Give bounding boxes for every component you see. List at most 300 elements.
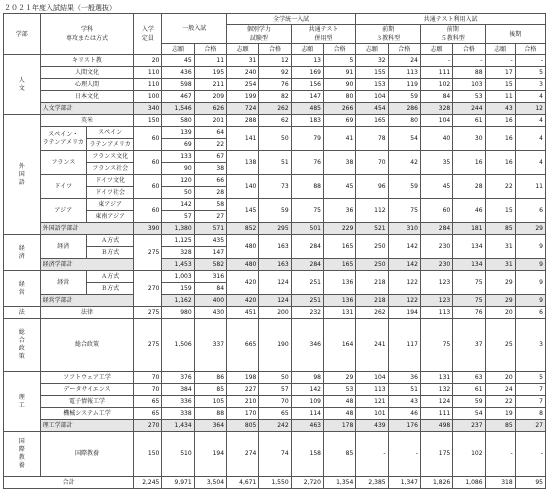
table-cell: 60 (134, 127, 162, 151)
table-cell: 598 (162, 79, 194, 91)
header-faculty: 学部 (4, 14, 41, 55)
table-cell: 43 (388, 396, 420, 408)
table-row (4, 67, 546, 79)
table-cell: 119 (388, 79, 420, 91)
table-cell: 17 (485, 67, 515, 79)
table-cell: 84 (194, 283, 226, 295)
table-cell: 230 (420, 259, 452, 271)
table-cell: 318 (485, 477, 515, 489)
table-cell: 9 (515, 295, 545, 307)
table-cell: 45 (420, 175, 452, 199)
results-table (3, 13, 546, 489)
table-cell: 805 (227, 420, 259, 432)
table-cell: 104 (356, 91, 388, 103)
table-cell: 78 (356, 127, 388, 151)
table-cell: 439 (356, 420, 388, 432)
table-cell: 12 (515, 103, 545, 115)
table-cell: - (420, 55, 452, 67)
table-cell: 123 (420, 271, 452, 295)
table-row (4, 432, 546, 477)
header-passed: 合格 (323, 44, 355, 55)
table-cell: 133 (162, 151, 194, 163)
table-cell: 626 (194, 103, 226, 115)
dept-name: 総合政策 (40, 319, 134, 372)
table-cell: 169 (291, 67, 323, 79)
table-cell: - (485, 432, 515, 477)
table-cell: 57 (162, 211, 194, 223)
faculty-name: 国 際 教 養 (4, 432, 41, 477)
table-cell: 59 (388, 91, 420, 103)
table-cell: 158 (291, 432, 323, 477)
table-cell: 15 (485, 79, 515, 91)
table-cell: 80 (323, 91, 355, 103)
dept-name: 人文学部計 (40, 103, 134, 115)
table-cell: 5 (323, 55, 355, 67)
table-cell: 266 (323, 103, 355, 115)
table-cell: 6 (515, 307, 545, 319)
table-cell: 61 (453, 115, 485, 127)
table-cell: 102 (453, 432, 485, 477)
table-cell: 76 (453, 307, 485, 319)
table-cell: 70 (356, 151, 388, 175)
table-cell: - (356, 432, 388, 477)
table-cell: 112 (356, 199, 388, 223)
table-cell: 19 (485, 408, 515, 420)
table-cell: 136 (323, 271, 355, 295)
table-cell: 1,003 (162, 271, 194, 283)
table-cell: 435 (194, 235, 226, 247)
table-row (4, 127, 546, 139)
table-cell: 286 (388, 103, 420, 115)
table-cell: 288 (227, 115, 259, 127)
dept-name: 機械システム工学 (40, 408, 134, 420)
table-cell: 328 (420, 103, 452, 115)
table-cell: 250 (356, 259, 388, 271)
table-cell: 22 (485, 175, 515, 199)
table-cell: 521 (356, 223, 388, 235)
table-cell: 85 (194, 384, 226, 396)
table-cell: 852 (227, 223, 259, 235)
header-applicants: 志願 (420, 44, 452, 55)
table-cell: 51 (259, 151, 291, 175)
faculty-name: 外 国 語 (4, 115, 41, 235)
table-cell: 105 (194, 396, 226, 408)
table-cell: 376 (162, 372, 194, 384)
table-cell: 340 (134, 103, 162, 115)
table-cell: 59 (453, 396, 485, 408)
table-cell: 114 (291, 408, 323, 420)
table-cell: 132 (420, 384, 452, 396)
major-name: ラテンアメリカ (86, 139, 133, 151)
table-cell: 63 (453, 372, 485, 384)
table-cell: 60 (420, 199, 452, 223)
table-cell: 31 (485, 259, 515, 271)
table-cell: 498 (420, 420, 452, 432)
table-cell: 136 (323, 295, 355, 307)
table-row (4, 91, 546, 103)
table-cell: 12 (259, 55, 291, 67)
table-cell: 73 (259, 175, 291, 199)
table-cell: 16 (453, 151, 485, 175)
table-cell: 123 (420, 295, 452, 307)
table-cell: 134 (453, 235, 485, 259)
table-cell: 580 (162, 115, 194, 127)
faculty-name: 人 文 (4, 55, 41, 115)
dept-name: データサイエンス (40, 384, 134, 396)
table-cell: 240 (227, 67, 259, 79)
table-cell: 24 (485, 384, 515, 396)
table-cell: 485 (291, 103, 323, 115)
table-cell: 328 (162, 247, 194, 259)
major-name: 東南アジア (86, 211, 133, 223)
table-cell: 190 (259, 319, 291, 372)
table-cell: - (515, 55, 545, 67)
table-cell: 5 (515, 372, 545, 384)
table-cell: 337 (194, 319, 226, 372)
table-cell: 175 (420, 432, 452, 477)
faculty-name: 総 合 政 策 (4, 319, 41, 372)
table-cell: 430 (194, 307, 226, 319)
table-cell: 88 (194, 408, 226, 420)
table-cell: 16 (485, 115, 515, 127)
table-row (4, 384, 546, 396)
table-cell: 74 (259, 432, 291, 477)
table-row (4, 295, 546, 307)
table-cell: 84 (420, 91, 452, 103)
major-name: Ａ方式 (86, 271, 133, 283)
major-name: フランス文化 (86, 151, 133, 163)
table-cell: 53 (453, 91, 485, 103)
table-row (4, 103, 546, 115)
table-cell: 31 (485, 235, 515, 259)
table-cell: 113 (420, 307, 452, 319)
table-cell: 38 (194, 163, 226, 175)
table-cell: 2,720 (291, 477, 323, 489)
table-cell: 110 (134, 79, 162, 91)
table-cell: 64 (194, 127, 226, 139)
table-cell: 150 (134, 115, 162, 127)
table-cell: 1,380 (162, 223, 194, 235)
table-cell: 1,434 (162, 420, 194, 432)
table-cell: 201 (194, 115, 226, 127)
table-cell: 98 (291, 372, 323, 384)
table-cell: 122 (388, 295, 420, 307)
header-kobetsu: 個別学力 試験型 (227, 25, 292, 44)
table-cell: 7 (515, 396, 545, 408)
table-cell: 58 (194, 199, 226, 211)
table-cell: 142 (388, 235, 420, 259)
table-cell: 163 (259, 235, 291, 259)
faculty-name: 理 工 (4, 372, 41, 432)
table-cell: 65 (259, 408, 291, 420)
table-cell: - (388, 432, 420, 477)
table-cell: 46 (388, 408, 420, 420)
table-cell: 164 (323, 319, 355, 372)
table-cell: 980 (162, 307, 194, 319)
table-cell: 451 (227, 307, 259, 319)
table-cell: 181 (453, 223, 485, 235)
table-cell: 50 (162, 187, 194, 199)
table-cell: 275 (134, 307, 162, 319)
dept-name: 心理人間 (40, 79, 134, 91)
table-cell: 571 (194, 223, 226, 235)
table-cell: 124 (259, 295, 291, 307)
table-cell: 75 (453, 271, 485, 295)
table-cell: 60 (134, 199, 162, 223)
table-cell: 338 (162, 408, 194, 420)
table-cell: 156 (291, 79, 323, 91)
dept-name: 国際教養 (40, 432, 134, 477)
table-cell: 113 (356, 384, 388, 396)
table-cell: 232 (291, 307, 323, 319)
table-cell: 147 (291, 91, 323, 103)
table-cell: 138 (227, 151, 259, 175)
table-cell: 274 (227, 432, 259, 477)
table-cell: 295 (259, 223, 291, 235)
table-cell: 275 (134, 235, 162, 271)
table-cell: 28 (194, 187, 226, 199)
table-cell: 75 (453, 295, 485, 307)
table-cell: 122 (388, 271, 420, 295)
table-cell: 104 (420, 115, 452, 127)
table-cell: 67 (194, 151, 226, 163)
table-cell: 104 (356, 372, 388, 384)
table-cell: 59 (259, 199, 291, 223)
table-cell: 2,385 (356, 477, 388, 489)
dept-group: 経営 (40, 271, 86, 295)
table-cell: 48 (323, 396, 355, 408)
table-cell: 25 (485, 319, 515, 372)
dept-name: ソフトウェア工学 (40, 372, 134, 384)
table-cell: 284 (291, 235, 323, 259)
table-cell: 88 (453, 67, 485, 79)
table-cell: 384 (162, 384, 194, 396)
table-cell: 463 (291, 420, 323, 432)
header-ippan: 一般入試 (162, 14, 227, 44)
dept-name: 外国語学部計 (40, 223, 134, 235)
table-cell: 75 (388, 199, 420, 223)
table-cell: 88 (291, 175, 323, 199)
table-cell: 1,354 (323, 477, 355, 489)
table-cell: 1,550 (259, 477, 291, 489)
table-cell: 275 (134, 319, 162, 372)
header-kyotsu_heiyo: 共通テスト 併用型 (291, 25, 356, 44)
table-cell: 54 (453, 408, 485, 420)
dept-name: 電子情報工学 (40, 396, 134, 408)
header-passed: 合格 (388, 44, 420, 55)
table-cell: 120 (162, 175, 194, 187)
table-cell: 79 (291, 127, 323, 151)
table-cell: 241 (356, 319, 388, 372)
table-cell: - (453, 55, 485, 67)
table-cell: 270 (134, 420, 162, 432)
table-cell: 510 (162, 432, 194, 477)
table-cell: 582 (194, 259, 226, 271)
table-cell: 111 (420, 67, 452, 79)
table-cell: 70 (259, 396, 291, 408)
table-cell: 242 (259, 420, 291, 432)
table-cell: 109 (291, 396, 323, 408)
table-cell: 141 (227, 127, 259, 151)
table-cell: 16 (485, 127, 515, 151)
table-cell: 65 (134, 408, 162, 420)
table-cell: 57 (259, 384, 291, 396)
table-cell: 36 (323, 199, 355, 223)
table-cell: 46 (453, 199, 485, 223)
table-cell: 66 (194, 175, 226, 187)
table-cell: 36 (388, 372, 420, 384)
major-name: 東アジア (86, 199, 133, 211)
table-cell: 1,162 (162, 295, 194, 307)
table-cell: 65 (134, 396, 162, 408)
table-cell: 1,826 (420, 477, 452, 489)
table-cell: 60 (134, 151, 162, 175)
table-cell: 390 (134, 223, 162, 235)
table-cell: 210 (227, 396, 259, 408)
dept-name: 経営学部計 (40, 295, 134, 307)
table-cell: 134 (453, 259, 485, 271)
table-cell: 270 (134, 271, 162, 307)
table-cell: 96 (356, 175, 388, 199)
table-cell: 194 (388, 307, 420, 319)
table-row (4, 175, 546, 187)
table-cell: 37 (453, 319, 485, 372)
table-cell: 29 (515, 223, 545, 235)
table-cell: 237 (453, 420, 485, 432)
table-cell: 1,125 (162, 235, 194, 247)
table-cell: 251 (291, 295, 323, 307)
header-passed: 合格 (453, 44, 485, 55)
table-cell: 11 (515, 175, 545, 199)
table-cell: 3 (515, 319, 545, 372)
table-cell: 27 (194, 211, 226, 223)
major-name: Ａ方式 (86, 235, 133, 247)
table-row (4, 408, 546, 420)
table-cell: 61 (453, 384, 485, 396)
table-cell: 7 (515, 384, 545, 396)
table-cell: 20 (134, 55, 162, 67)
table-cell: 4,671 (227, 477, 259, 489)
total-label: 合計 (4, 477, 134, 489)
header-passed: 合格 (515, 44, 545, 55)
table-cell: 467 (162, 91, 194, 103)
table-cell: 124 (420, 396, 452, 408)
table-cell: 724 (227, 103, 259, 115)
dept-name: 英米 (40, 115, 134, 127)
table-cell: 1,546 (162, 103, 194, 115)
table-cell: 50 (259, 127, 291, 151)
major-name: Ｂ方式 (86, 283, 133, 295)
dept-group: アジア (40, 199, 86, 223)
table-cell: 227 (227, 384, 259, 396)
header-passed: 合格 (259, 44, 291, 55)
table-cell: 20 (485, 372, 515, 384)
dept-group: フランス (40, 151, 86, 175)
table-cell: 60 (134, 175, 162, 199)
table-cell: 218 (356, 271, 388, 295)
table-cell: 90 (162, 163, 194, 175)
table-cell: 48 (323, 408, 355, 420)
table-cell: 4 (515, 91, 545, 103)
table-cell: 110 (134, 67, 162, 79)
table-cell: 142 (291, 384, 323, 396)
table-cell: 27 (515, 420, 545, 432)
table-cell: 29 (323, 372, 355, 384)
table-cell: 178 (323, 420, 355, 432)
table-cell: 218 (356, 295, 388, 307)
table-row (4, 79, 546, 91)
table-cell: 70 (134, 372, 162, 384)
table-cell: 316 (194, 271, 226, 283)
table-cell: 142 (162, 199, 194, 211)
table-cell: 82 (259, 91, 291, 103)
table-row (4, 223, 546, 235)
table-cell: - (515, 432, 545, 477)
table-cell: 32 (356, 55, 388, 67)
dept-name: 日本文化 (40, 91, 134, 103)
table-cell: 121 (356, 396, 388, 408)
table-cell: 6 (515, 199, 545, 223)
table-cell: 284 (291, 259, 323, 271)
table-cell: 30 (453, 127, 485, 151)
table-cell: 1,347 (388, 477, 420, 489)
table-row (4, 259, 546, 271)
table-cell: 90 (323, 79, 355, 91)
table-cell: 159 (162, 283, 194, 295)
header-passed: 合格 (194, 44, 226, 55)
table-cell: 111 (420, 408, 452, 420)
table-cell: 400 (194, 295, 226, 307)
table-row (4, 307, 546, 319)
table-row (4, 420, 546, 432)
table-cell: 45 (323, 175, 355, 199)
table-cell: 200 (259, 307, 291, 319)
table-cell: 262 (356, 307, 388, 319)
table-cell: 3 (515, 79, 545, 91)
table-cell: 16 (485, 151, 515, 175)
table-cell: 15 (485, 199, 515, 223)
dept-group: ドイツ (40, 175, 86, 199)
table-cell: 145 (227, 199, 259, 223)
table-cell: 155 (356, 67, 388, 79)
table-cell: 4 (515, 127, 545, 151)
header-kyotsu-riyo: 共通テスト利用入試 (356, 14, 546, 25)
dept-group: スペイン・ ラテンアメリカ (40, 127, 86, 151)
table-cell: 42 (388, 151, 420, 175)
table-cell: 9 (515, 259, 545, 271)
table-cell: 95 (515, 477, 545, 489)
table-row (4, 115, 546, 127)
table-cell: 454 (356, 103, 388, 115)
table-cell: 1,086 (453, 477, 485, 489)
table-cell: 142 (388, 259, 420, 271)
table-cell: 284 (420, 223, 452, 235)
table-cell: 62 (259, 115, 291, 127)
table-cell: 209 (194, 91, 226, 103)
table-cell: 80 (388, 115, 420, 127)
table-cell: 54 (388, 127, 420, 151)
table-cell: 165 (323, 259, 355, 271)
dept-name: キリスト教 (40, 55, 134, 67)
table-cell: 147 (194, 247, 226, 259)
table-cell: 28 (453, 175, 485, 199)
major-name: ドイツ文化 (86, 175, 133, 187)
header-applicants: 志願 (485, 44, 515, 55)
table-cell: 75 (291, 199, 323, 223)
table-cell: 194 (194, 432, 226, 477)
header-applicants: 志願 (291, 44, 323, 55)
table-row (4, 14, 546, 25)
